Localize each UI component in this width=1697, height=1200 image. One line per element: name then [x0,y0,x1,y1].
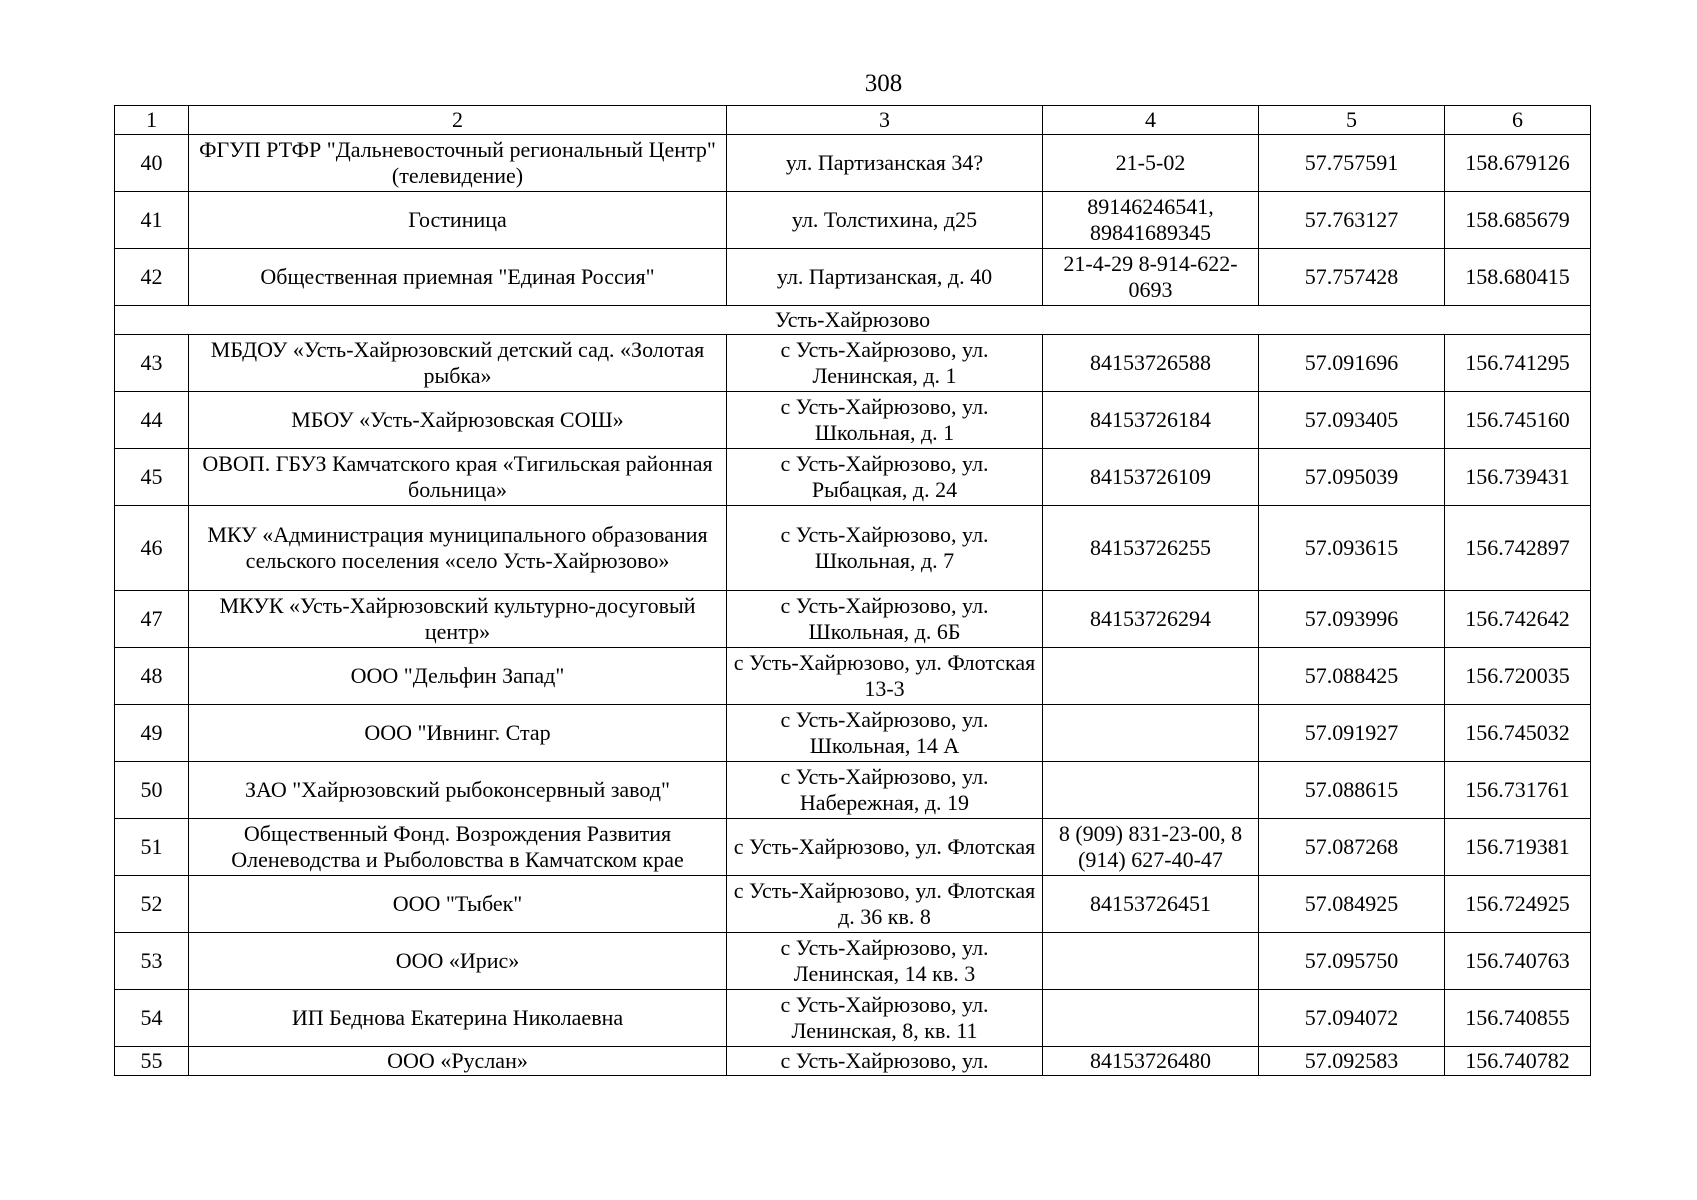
table-row [115,335,1591,392]
phone: 84153726294 [1043,591,1259,648]
latitude: 57.094072 [1259,990,1445,1047]
table-row [115,819,1591,876]
address: с Усть-Хайрюзово, ул. Набережная, д. 19 [727,762,1043,819]
latitude: 57.757591 [1259,135,1445,192]
row-number: 55 [115,1047,189,1076]
organization-name: ИП Беднова Екатерина Николаевна [189,990,727,1047]
longitude: 156.740763 [1445,933,1591,990]
row-number: 41 [115,192,189,249]
address: с Усть-Хайрюзово, ул. Флотская д. 36 кв. 8 [727,876,1043,933]
latitude: 57.763127 [1259,192,1445,249]
organization-name: ФГУП РТФР "Дальневосточный региональный Центр"(телевидение) [189,135,727,192]
longitude: 158.680415 [1445,249,1591,306]
organization-name: ООО «Руслан» [189,1047,727,1076]
table-row [115,506,1591,591]
organization-name: ООО "Дельфин Запад" [189,648,727,705]
header-cell: 4 [1043,106,1259,135]
row-number: 44 [115,392,189,449]
longitude: 156.720035 [1445,648,1591,705]
address: с Усть-Хайрюзово, ул. Рыбацкая, д. 24 [727,449,1043,506]
latitude: 57.093996 [1259,591,1445,648]
latitude: 57.088425 [1259,648,1445,705]
address: ул. Партизанская 34? [727,135,1043,192]
phone [1043,933,1259,990]
header-cell: 3 [727,106,1043,135]
row-number: 45 [115,449,189,506]
address: с Усть-Хайрюзово, ул. Ленинская, д. 1 [727,335,1043,392]
table-row [115,876,1591,933]
latitude: 57.091927 [1259,705,1445,762]
latitude: 57.084925 [1259,876,1445,933]
table-row [115,192,1591,249]
address: с Усть-Хайрюзово, ул. Школьная, д. 1 [727,392,1043,449]
organization-name: Гостиница [189,192,727,249]
phone [1043,990,1259,1047]
table-row [115,933,1591,990]
section-title: Усть-Хайрюзово [115,306,1591,335]
longitude: 156.719381 [1445,819,1591,876]
longitude: 156.742897 [1445,506,1591,591]
table-row [115,591,1591,648]
longitude: 156.742642 [1445,591,1591,648]
address: с Усть-Хайрюзово, ул. Школьная, д. 7 [727,506,1043,591]
address: ул. Партизанская, д. 40 [727,249,1043,306]
phone [1043,762,1259,819]
address: с Усть-Хайрюзово, ул. Ленинская, 14 кв. 3 [727,933,1043,990]
table-row [115,762,1591,819]
organization-name: МКУК «Усть-Хайрюзовский культурно-досуговый центр» [189,591,727,648]
header-cell: 1 [115,106,189,135]
table-row [115,1047,1591,1076]
address: с Усть-Хайрюзово, ул. Флотская 13-3 [727,648,1043,705]
longitude: 156.745032 [1445,705,1591,762]
phone: 84153726480 [1043,1047,1259,1076]
longitude: 158.685679 [1445,192,1591,249]
longitude: 156.745160 [1445,392,1591,449]
phone: 84153726588 [1043,335,1259,392]
row-number: 47 [115,591,189,648]
phone [1043,648,1259,705]
row-number: 40 [115,135,189,192]
organization-name: ООО "Ивнинг. Стар [189,705,727,762]
longitude: 156.724925 [1445,876,1591,933]
latitude: 57.095039 [1259,449,1445,506]
address: с Усть-Хайрюзово, ул. Флотская [727,819,1043,876]
address: с Усть-Хайрюзово, ул. Школьная, д. 6Б [727,591,1043,648]
latitude: 57.091696 [1259,335,1445,392]
header-cell: 5 [1259,106,1445,135]
row-number: 43 [115,335,189,392]
row-number: 49 [115,705,189,762]
table-row [115,249,1591,306]
address: ул. Толстихина, д25 [727,192,1043,249]
row-number: 53 [115,933,189,990]
phone: 84153726109 [1043,449,1259,506]
longitude: 158.679126 [1445,135,1591,192]
row-number: 50 [115,762,189,819]
longitude: 156.740855 [1445,990,1591,1047]
organization-name: ОВОП. ГБУЗ Камчатского края «Тигильская районная больница» [189,449,727,506]
row-number: 48 [115,648,189,705]
address: с Усть-Хайрюзово, ул. Школьная, 14 А [727,705,1043,762]
latitude: 57.093405 [1259,392,1445,449]
address: с Усть-Хайрюзово, ул. Ленинская, 8, кв. 11 [727,990,1043,1047]
header-cell: 6 [1445,106,1591,135]
table-row [115,648,1591,705]
longitude: 156.740782 [1445,1047,1591,1076]
organization-name: МБОУ «Усть-Хайрюзовская СОШ» [189,392,727,449]
phone: 8 (909) 831-23-00, 8 (914) 627-40-47 [1043,819,1259,876]
phone [1043,705,1259,762]
phone: 84153726451 [1043,876,1259,933]
phone: 84153726184 [1043,392,1259,449]
organization-name: МБДОУ «Усть-Хайрюзовский детский сад. «Золотая рыбка» [189,335,727,392]
section-row [115,306,1591,335]
table-row [115,135,1591,192]
longitude: 156.739431 [1445,449,1591,506]
row-number: 52 [115,876,189,933]
row-number: 46 [115,506,189,591]
organization-name: ЗАО "Хайрюзовский рыбоконсервный завод" [189,762,727,819]
phone: 84153726255 [1043,506,1259,591]
latitude: 57.088615 [1259,762,1445,819]
latitude: 57.757428 [1259,249,1445,306]
organizations-table [114,105,1591,1076]
organization-name: Общественный Фонд. Возрождения Развития Оленеводства и Рыболовства в Камчатском крае [189,819,727,876]
organization-name: МКУ «Администрация муниципального образования сельского поселения «село Усть-Хайрюзово» [189,506,727,591]
phone: 21-5-02 [1043,135,1259,192]
organization-name: ООО "Тыбек" [189,876,727,933]
latitude: 57.095750 [1259,933,1445,990]
row-number: 54 [115,990,189,1047]
phone: 89146246541, 89841689345 [1043,192,1259,249]
table-row [115,449,1591,506]
organization-name: Общественная приемная "Единая Россия" [189,249,727,306]
phone: 21-4-29 8-914-622-0693 [1043,249,1259,306]
latitude: 57.092583 [1259,1047,1445,1076]
latitude: 57.093615 [1259,506,1445,591]
header-cell: 2 [189,106,727,135]
table-row [115,705,1591,762]
header-row [115,106,1591,135]
longitude: 156.741295 [1445,335,1591,392]
address: с Усть-Хайрюзово, ул. [727,1047,1043,1076]
organization-name: ООО «Ирис» [189,933,727,990]
row-number: 51 [115,819,189,876]
table-row [115,392,1591,449]
page-number: 308 [864,70,903,97]
row-number: 42 [115,249,189,306]
longitude: 156.731761 [1445,762,1591,819]
table-row [115,990,1591,1047]
latitude: 57.087268 [1259,819,1445,876]
